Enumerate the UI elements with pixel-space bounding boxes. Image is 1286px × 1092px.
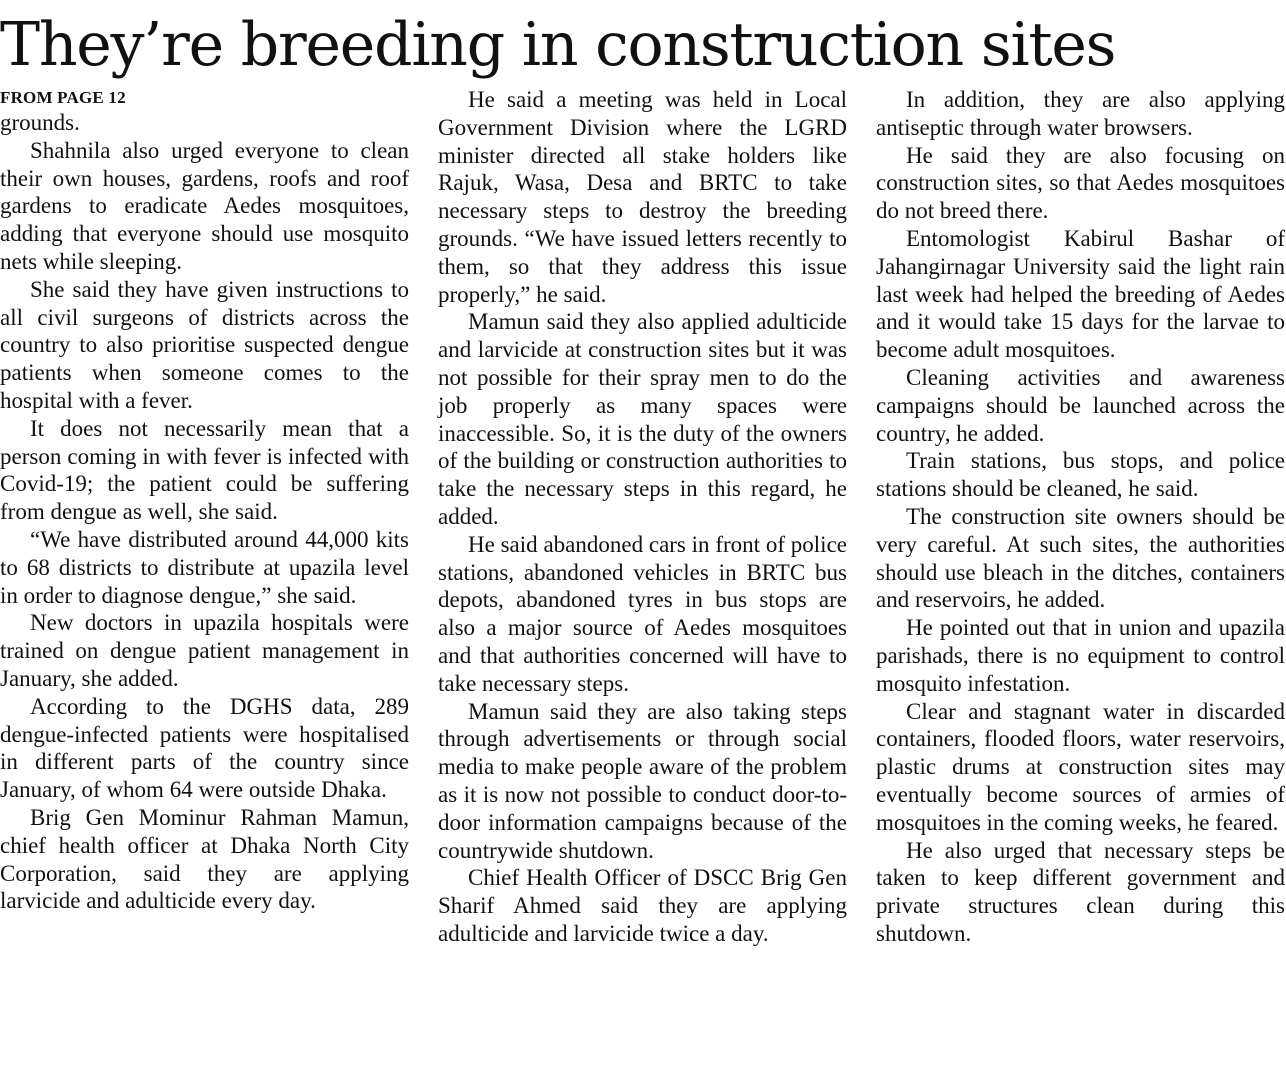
article-column-3 bbox=[876, 86, 1285, 948]
paragraph: New doctors in upazila hospitals were trained on dengue patient management in January, she added. bbox=[0, 610, 409, 691]
paragraph: Entomologist Kabirul Bashar of Jahangirnagar University said the light rain last week had helped the breeding of Aedes and it would take 15 days for the larvae to become adult mosquitoes. bbox=[876, 225, 1285, 363]
paragraph: Cleaning activities and awareness campaigns should be launched across the country, he added. bbox=[876, 364, 1285, 446]
paragraph: Train stations, bus stops, and police stations should be cleaned, he said. bbox=[876, 448, 1285, 502]
paragraph: Clear and stagnant water in discarded containers, flooded floors, water reservoirs, plastic drums at construction sites may eventually become sources of armies of mosquitoes in the coming weeks, he feared. bbox=[876, 698, 1285, 835]
paragraph: He pointed out that in union and upazila parishads, there is no equipment to control mosquito infestation. bbox=[876, 615, 1285, 696]
paragraph: “We have distributed around 44,000 kits to 68 districts to distribute at upazila level in order to diagnose dengue,” she said. bbox=[0, 526, 409, 608]
paragraph: In addition, they are also applying antiseptic through water browsers. bbox=[876, 87, 1285, 140]
paragraph: According to the DGHS data, 289 dengue-infected patients were hospitalised in different parts of the country since January, of whom 64 were outside Dhaka. bbox=[0, 693, 409, 803]
paragraph: He also urged that necessary steps be taken to keep different government and private structures clean during this shutdown. bbox=[876, 837, 1285, 946]
paragraph: Mamun said they are also taking steps through advertisements or through social media to make people aware of the problem as it is now not possible to conduct door-to-door information campaigns because of the countrywide shutdown. bbox=[438, 698, 847, 863]
paragraph: Shahnila also urged everyone to clean their own houses, gardens, roofs and roof gardens to eradicate Aedes mosquitoes, adding that everyone should use mosquito nets while sleeping. bbox=[0, 137, 409, 274]
article-column-2 bbox=[438, 86, 847, 948]
article-column-1 bbox=[0, 109, 409, 915]
paragraph: grounds. bbox=[0, 110, 80, 135]
paragraph: Brig Gen Mominur Rahman Mamun, chief health officer at Dhaka North City Corporation, said they are applying larvicide and adulticide every day. bbox=[0, 804, 409, 914]
paragraph: It does not necessarily mean that a person coming in with fever is infected with Covid-19; the patient could be suffering from dengue as well, she said. bbox=[0, 415, 409, 525]
paragraph: Mamun said they also applied adulticide and larvicide at construction sites but it was not possible for their spray men to do the job properly as many spaces were inaccessible. So, it is the duty of the owners of the building or construction authorities to take the necessary steps in this regard, he added. bbox=[438, 309, 847, 529]
paragraph: He said abandoned cars in front of police stations, abandoned vehicles in BRTC bus depots, abandoned tyres in bus stops are also a major source of Aedes mosquitoes and that authorities concerned will have to take necessary steps. bbox=[438, 531, 847, 696]
jump-line: FROM PAGE 12 bbox=[0, 88, 126, 107]
paragraph: She said they have given instructions to all civil surgeons of districts across the country to also prioritise suspected dengue patients when someone comes to the hospital with a fever. bbox=[0, 276, 409, 413]
paragraph: He said a meeting was held in Local Government Division where the LGRD minister directed all stake holders like Rajuk, Wasa, Desa and BRTC to take necessary steps to destroy the breeding grounds. “We have issued letters recently to them, so that they address this issue properly,” he said. bbox=[438, 87, 847, 307]
headline: They’re breeding in construction sites bbox=[0, 10, 1116, 80]
paragraph: Chief Health Officer of DSCC Brig Gen Sharif Ahmed said they are applying adulticide and larvicide twice a day. bbox=[438, 865, 847, 946]
paragraph: The construction site owners should be very careful. At such sites, the authorities should use bleach in the ditches, containers and reservoirs, he added. bbox=[876, 503, 1285, 613]
paragraph: He said they are also focusing on construction sites, so that Aedes mosquitoes do not breed there. bbox=[876, 142, 1285, 224]
